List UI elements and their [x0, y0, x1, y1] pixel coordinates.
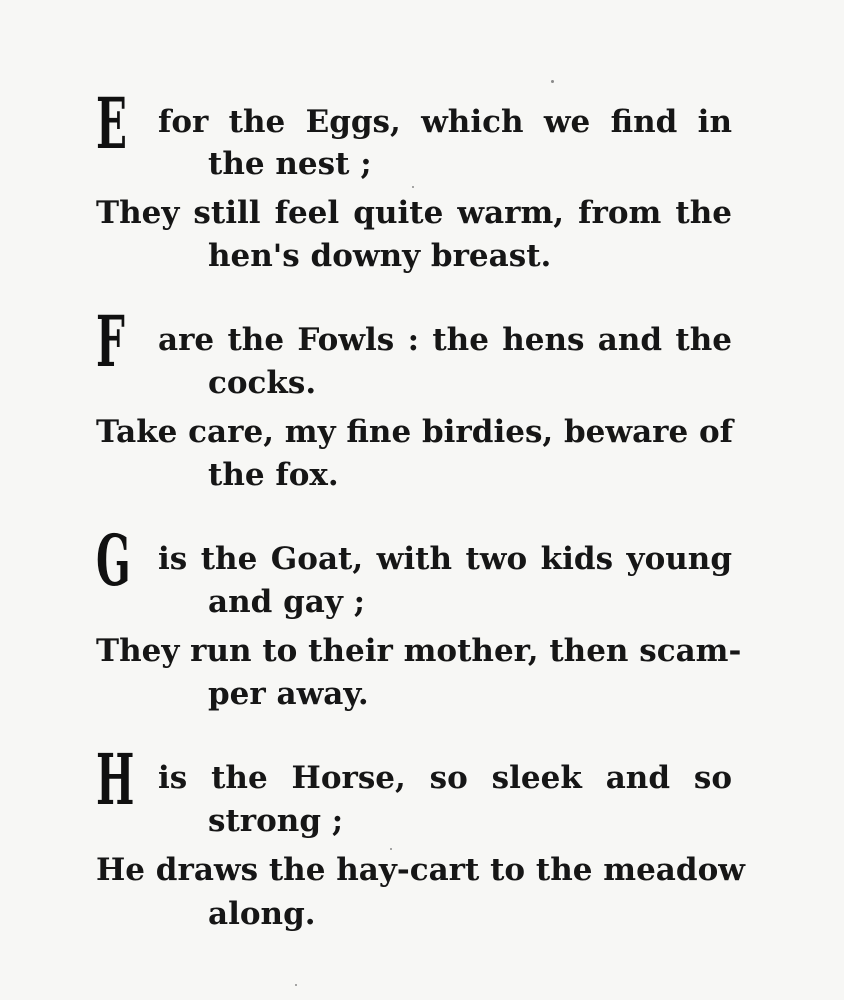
verse-line: They still feel quite warm, from the	[96, 195, 732, 231]
paper-speck	[551, 80, 554, 83]
verse-line: and gay ;	[208, 584, 366, 620]
verse-line: per away.	[208, 676, 369, 712]
verse-line: for the Eggs, which we find in	[158, 104, 732, 140]
drop-cap-initial: F	[96, 300, 125, 383]
verse-line: He draws the hay-cart to the meadow	[96, 852, 745, 888]
drop-cap-initial: G	[96, 519, 131, 602]
verse-line: strong ;	[208, 803, 344, 839]
verse-line: cocks.	[208, 365, 317, 401]
verse-line: hen's downy breast.	[208, 238, 552, 274]
paper-speck	[295, 984, 297, 986]
paper-speck	[412, 186, 414, 188]
verse-line: They run to their mother, then scam-	[96, 633, 742, 669]
drop-cap-initial: H	[96, 738, 135, 821]
verse-line: the fox.	[208, 457, 339, 493]
paper-speck	[390, 848, 392, 850]
verse-line: is the Goat, with two kids young	[158, 541, 732, 577]
verse-line: along.	[208, 896, 316, 932]
drop-cap-initial: E	[96, 82, 127, 165]
verse-line: Take care, my fine birdies, beware of	[96, 414, 734, 450]
verse-line: is the Horse, so sleek and so	[158, 760, 732, 796]
verse-line: are the Fowls : the hens and the	[158, 322, 732, 358]
verse-line: the nest ;	[208, 146, 372, 182]
